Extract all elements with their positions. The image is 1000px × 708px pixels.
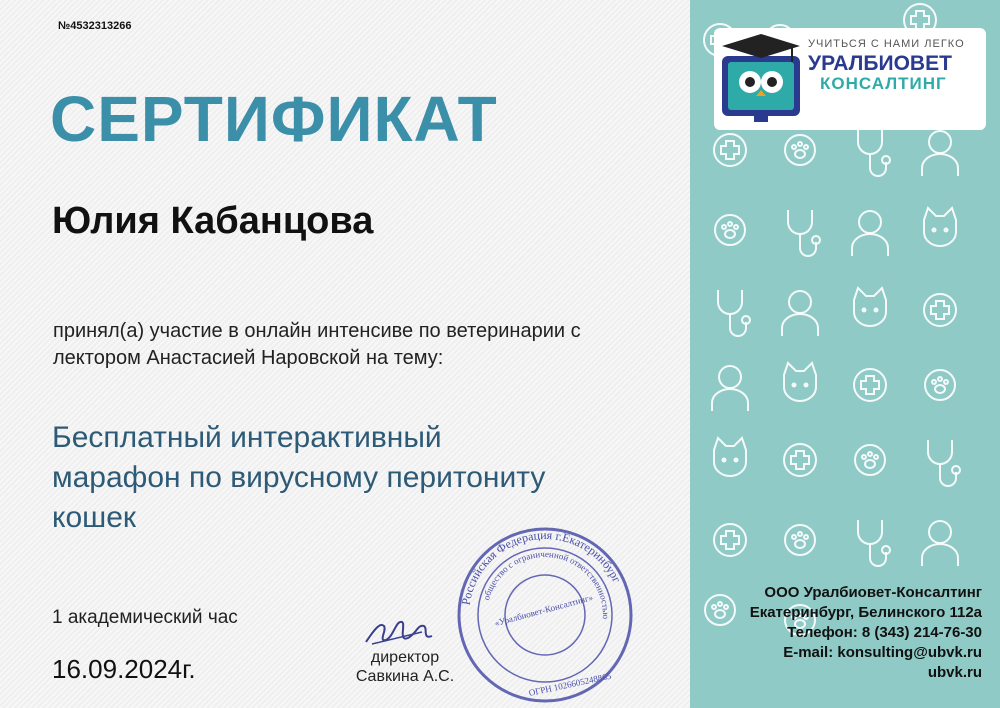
company-email: E-mail: konsulting@ubvk.ru bbox=[783, 644, 982, 661]
decorative-panel bbox=[690, 0, 1000, 708]
topic-line: Бесплатный интерактивный bbox=[52, 421, 442, 454]
academic-hours: 1 академический час bbox=[52, 607, 238, 628]
recipient-name: Юлия Кабанцова bbox=[52, 200, 374, 242]
certificate-title: СЕРТИФИКАТ bbox=[50, 83, 498, 155]
participation-description bbox=[53, 318, 653, 372]
company-phone: Телефон: 8 (343) 214-76-30 bbox=[787, 624, 982, 641]
logo-name: УРАЛБИОВЕТ bbox=[808, 52, 952, 75]
description-line: принял(а) участие в онлайн интенсиве по ветеринарии с bbox=[53, 320, 581, 342]
stamp-inner-text: «Уралбиовет-Консалтинг» bbox=[493, 592, 595, 629]
stamp-ogrn: ОГРН 1026605248865 bbox=[527, 670, 613, 698]
company-name: ООО Уралбиовет-Консалтинг bbox=[764, 584, 982, 601]
stamp-outer-text: Российская Федерация г.Екатеринбург bbox=[458, 527, 625, 606]
signer-block bbox=[345, 648, 465, 686]
contact-block bbox=[750, 583, 982, 683]
logo-tagline: УЧИТЬСЯ С НАМИ ЛЕГКО bbox=[808, 38, 965, 50]
topic-line: кошек bbox=[52, 501, 137, 534]
description-line: лектором Анастасией Наровской на тему: bbox=[53, 347, 444, 369]
company-site: ubvk.ru bbox=[927, 664, 982, 681]
certificate-number: №4532313266 bbox=[58, 20, 132, 32]
company-stamp bbox=[455, 525, 635, 705]
issue-date: 16.09.2024г. bbox=[52, 654, 196, 684]
signer-role: директор bbox=[370, 649, 440, 666]
event-topic bbox=[52, 418, 692, 538]
owl-logo-icon bbox=[718, 30, 804, 128]
company-address: Екатеринбург, Белинского 112а bbox=[749, 604, 982, 621]
signature-icon bbox=[362, 612, 442, 652]
signer-name: Савкина А.С. bbox=[355, 668, 455, 685]
topic-line: марафон по вирусному перитониту bbox=[52, 461, 546, 494]
stamp-middle-text: общество с ограниченной ответственностью bbox=[481, 548, 612, 620]
logo-subname: КОНСАЛТИНГ bbox=[820, 74, 947, 93]
